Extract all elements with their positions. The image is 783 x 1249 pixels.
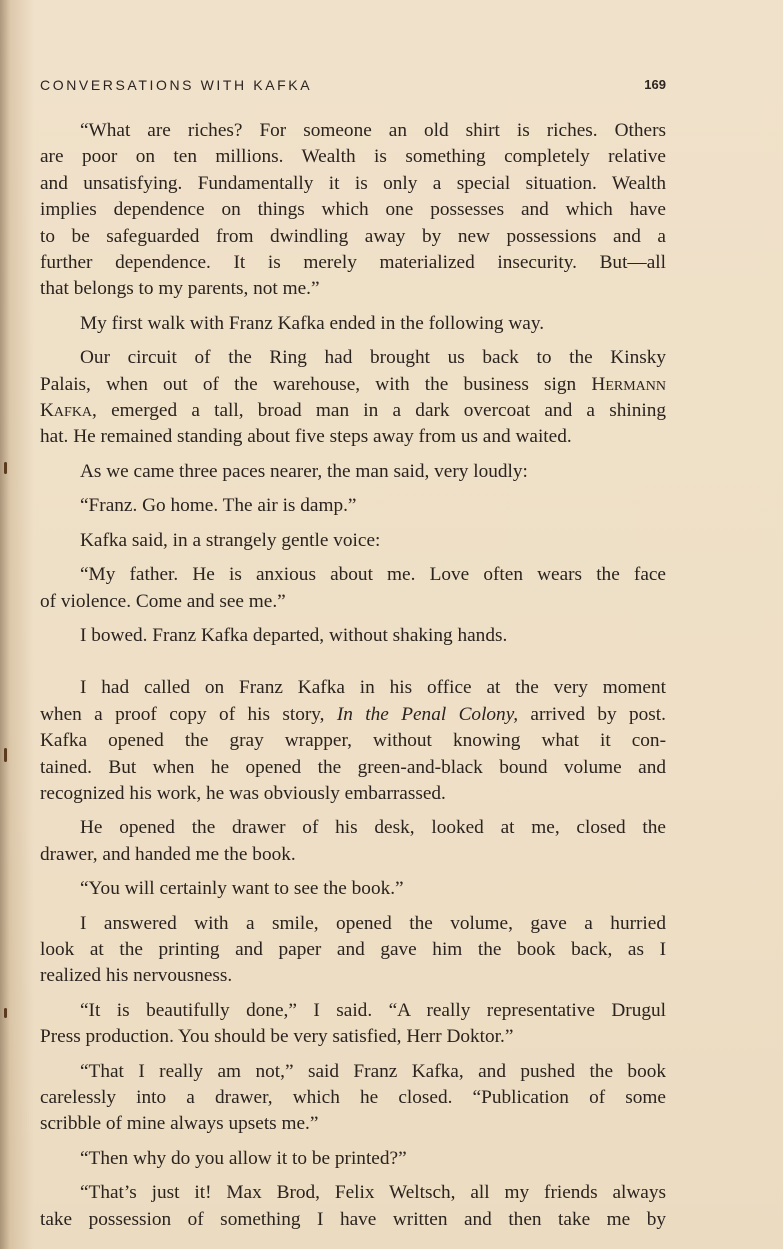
text-line: He opened the drawer of his desk, looked at me, closed the bbox=[80, 817, 666, 839]
section-break bbox=[40, 649, 666, 675]
running-header bbox=[40, 74, 666, 98]
text-line: scribble of mine always upsets me.” bbox=[40, 1113, 319, 1135]
text-line: drawer, and handed me the book. bbox=[40, 843, 296, 865]
text-line: I answered with a smile, opened the volume, gave a hurried bbox=[80, 912, 666, 934]
spine-shadow-mark bbox=[4, 748, 7, 762]
paragraph bbox=[40, 528, 666, 554]
paragraph bbox=[40, 311, 666, 337]
text-line bbox=[40, 372, 666, 398]
text-line: of violence. Come and see me.” bbox=[40, 590, 286, 612]
business-sign: Kafka, bbox=[40, 400, 97, 422]
paragraph bbox=[40, 1146, 666, 1172]
spine-shadow-mark bbox=[4, 462, 7, 474]
text-line: recognized his work, he was obviously embarrassed. bbox=[40, 782, 446, 804]
paragraph bbox=[40, 911, 666, 990]
text-line: As we came three paces nearer, the man said, very loudly: bbox=[80, 460, 528, 482]
text-line: carelessly into a drawer, which he closed. “Publication of some bbox=[40, 1087, 666, 1108]
spine-shadow-mark bbox=[4, 1008, 7, 1018]
paragraph bbox=[40, 675, 666, 807]
text-line bbox=[40, 702, 666, 728]
text-line: tained. But when he opened the green-and-black bound volume and bbox=[40, 756, 666, 778]
text-line: look at the printing and paper and gave him the book back, as I bbox=[40, 938, 666, 960]
text-line: Our circuit of the Ring had brought us back to the Kinsky bbox=[80, 347, 666, 369]
text-line: Press production. You should be very satisfied, Herr Doktor.” bbox=[40, 1026, 514, 1048]
text-fragment: arrived by post. bbox=[530, 703, 666, 725]
paragraph bbox=[40, 815, 666, 868]
paragraph bbox=[40, 493, 666, 519]
paragraph bbox=[40, 118, 666, 303]
text-line: “My father. He is anxious about me. Love often wears the face bbox=[80, 564, 666, 586]
text-line: “That I really am not,” said Franz Kafka, and pushed the book bbox=[80, 1060, 666, 1082]
paragraph bbox=[40, 459, 666, 485]
paragraph bbox=[40, 623, 666, 649]
text-line: and unsatisfying. Fundamentally it is only a special situation. Wealth bbox=[40, 172, 666, 194]
text-line: realized his nervousness. bbox=[40, 965, 233, 987]
text-line: Kafka opened the gray wrapper, without knowing what it con- bbox=[40, 730, 666, 752]
text-line: I had called on Franz Kafka in his office at the very moment bbox=[80, 677, 666, 699]
text-line: implies dependence on things which one possesses and which have bbox=[40, 199, 666, 221]
text-line: “It is beautifully done,” I said. “A really representative Drugul bbox=[80, 999, 666, 1021]
business-sign: Hermann bbox=[591, 373, 666, 395]
paragraph bbox=[40, 876, 666, 902]
text-line: My first walk with Franz Kafka ended in the following way. bbox=[80, 312, 545, 334]
paragraph bbox=[40, 998, 666, 1051]
text-line: “What are riches? For someone an old shirt is riches. Others bbox=[80, 120, 666, 141]
paragraph bbox=[40, 1180, 666, 1233]
text-line: “Franz. Go home. The air is damp.” bbox=[80, 495, 357, 517]
text-line: I bowed. Franz Kafka departed, without shaking hands. bbox=[80, 624, 508, 646]
text-line: to be safeguarded from dwindling away by new possessions and a bbox=[40, 225, 666, 247]
running-title: CONVERSATIONS WITH KAFKA bbox=[40, 77, 313, 93]
page-number: 169 bbox=[644, 77, 666, 92]
text-line: that belongs to my parents, not me.” bbox=[40, 278, 320, 300]
text-fragment: Palais, when out of the warehouse, with the business sign bbox=[40, 373, 577, 395]
text-line: “That’s just it! Max Brod, Felix Weltsch, all my friends always bbox=[80, 1182, 666, 1204]
text-line: “Then why do you allow it to be printed?” bbox=[80, 1147, 407, 1169]
text-line: “You will certainly want to see the book.” bbox=[80, 878, 404, 900]
text-line: take possession of something I have written and then take me by bbox=[40, 1208, 666, 1230]
text-line: hat. He remained standing about five steps away from us and waited. bbox=[40, 426, 572, 448]
paragraph bbox=[40, 1059, 666, 1138]
text-fragment: when a proof copy of his story, bbox=[40, 703, 325, 725]
text-line bbox=[40, 398, 666, 424]
text-line: further dependence. It is merely materialized insecurity. But—all bbox=[40, 252, 666, 274]
text-line: Kafka said, in a strangely gentle voice: bbox=[80, 529, 381, 551]
body-text bbox=[40, 118, 666, 1233]
story-title: In the Penal Colony, bbox=[336, 703, 519, 725]
text-fragment: emerged a tall, broad man in a dark overcoat and a shining bbox=[111, 400, 666, 422]
paragraph bbox=[40, 562, 666, 615]
text-line: are poor on ten millions. Wealth is something completely relative bbox=[40, 146, 666, 168]
paragraph bbox=[40, 345, 666, 451]
